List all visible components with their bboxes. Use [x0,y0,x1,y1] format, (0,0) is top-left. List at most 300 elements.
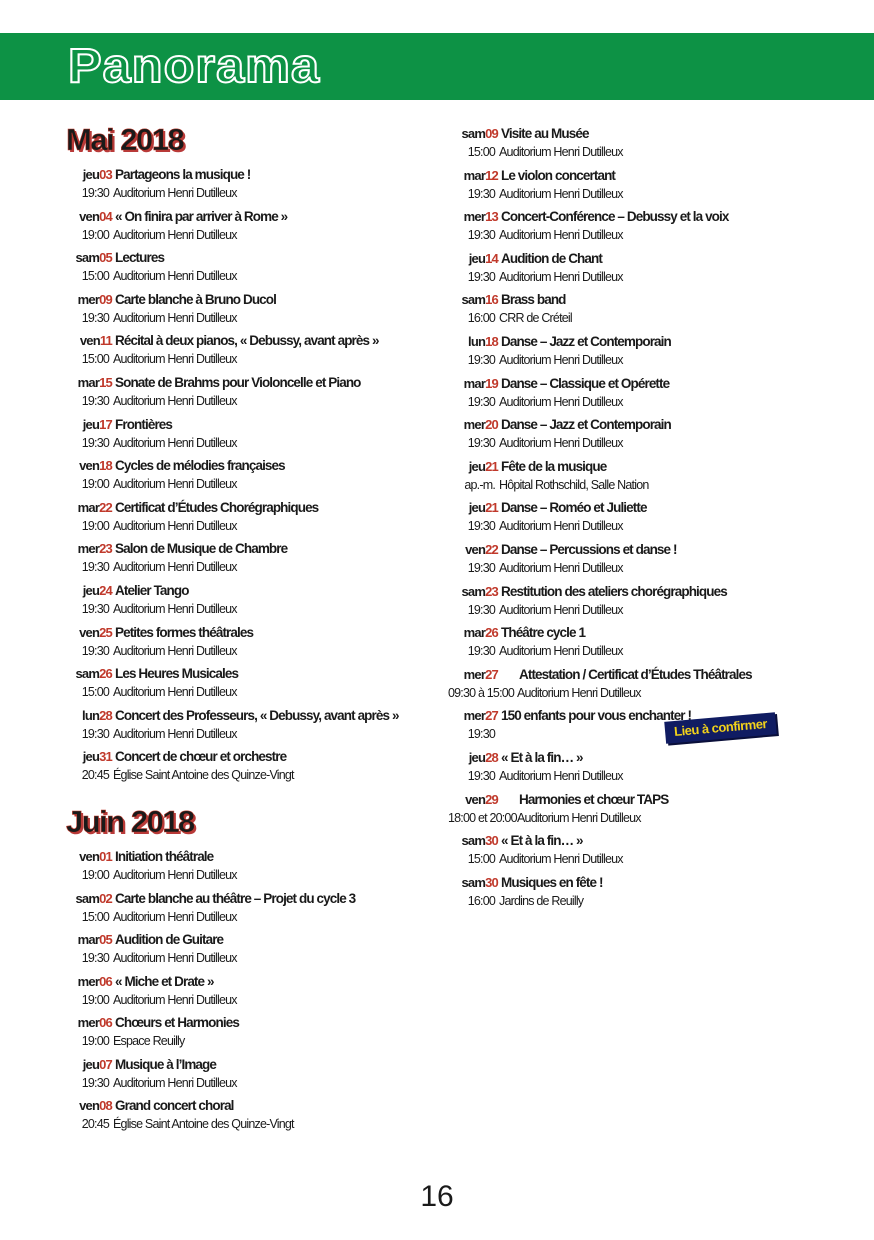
event-day-number: 21 [485,458,498,474]
event-item [448,248,868,290]
event-title: Atelier Tango [115,582,189,598]
event-day-number: 13 [485,209,498,225]
event-date-title-line [448,331,671,352]
event-time-venue-line [62,1031,184,1051]
event-date-title-line [62,929,223,950]
event-venue: Auditorium Henri Dutilleux [113,435,237,450]
event-day-number: 08 [99,1098,112,1114]
event-date [62,663,112,684]
event-date [448,165,498,186]
event-date-title-line [448,747,583,768]
event-item [448,123,868,165]
event-time: 19:30 [81,643,109,658]
event-weekday: lun [468,333,486,349]
event-time-venue-line [62,599,237,619]
event-time: 19:30 [81,951,109,966]
event-day-number: 01 [99,848,112,864]
event-date [62,1054,112,1075]
event-venue: Hôpital Rothschild, Salle Nation [499,477,649,492]
event-time: 19:30 [81,393,109,408]
event-item [62,929,442,971]
event-time-venue-line [448,225,623,245]
event-list-mai [62,164,442,788]
page-number: 16 [420,1180,454,1213]
event-title: Théâtre cycle 1 [501,625,586,641]
header-banner [0,33,874,100]
event-date-title-line [62,289,276,310]
event-time: 15:00 [81,352,109,367]
event-item [62,971,442,1013]
event-date [62,497,112,518]
event-weekday: mar [77,499,100,515]
event-time-venue-line [448,350,623,370]
event-item [62,888,442,930]
event-time-venue-line [62,641,237,661]
event-item [62,206,442,248]
event-time: 19:30 [467,228,495,243]
event-venue: Auditorium Henri Dutilleux [517,685,641,700]
event-time-venue-line [62,474,237,494]
event-item [62,846,442,888]
event-weekday: ven [465,541,486,557]
event-date [448,789,498,810]
event-venue: Auditorium Henri Dutilleux [113,601,237,616]
event-weekday: mer [463,209,486,225]
event-weekday: ven [79,333,100,349]
event-day-number: 21 [485,500,498,516]
event-title: Restitution des ateliers chorégraphiques [501,583,727,599]
event-title: Danse – Classique et Opérette [501,375,670,391]
event-weekday: ven [79,208,100,224]
event-weekday: mer [463,666,486,682]
event-title: Récital à deux pianos, « Debussy, avant après » [115,333,379,349]
event-title: « Et à la fin… » [501,833,583,849]
event-title: Concert-Conférence – Debussy et la voix [501,209,729,225]
event-date-title-line [62,846,213,867]
event-weekday: jeu [468,749,486,765]
event-venue: Auditorium Henri Dutilleux [113,560,237,575]
event-day-number: 26 [485,625,498,641]
event-date-title-line [62,971,214,992]
event-item [448,331,868,373]
event-title: Harmonies et chœur TAPS [519,791,669,807]
event-venue: Auditorium Henri Dutilleux [113,310,237,325]
event-venue: Auditorium Henri Dutilleux [113,393,237,408]
event-day-number: 30 [485,833,498,849]
event-day-number: 27 [485,666,498,682]
event-venue: Auditorium Henri Dutilleux [113,477,237,492]
event-day-number: 26 [99,666,112,682]
event-venue: Auditorium Henri Dutilleux [113,518,237,533]
event-date-title-line [448,664,752,685]
event-weekday: mer [77,973,100,989]
event-date [448,705,498,726]
event-day-number: 24 [99,582,112,598]
event-venue: Auditorium Henri Dutilleux [499,145,623,159]
event-weekday: jeu [82,167,100,182]
event-date [448,581,498,602]
event-time-venue-line [448,558,623,578]
event-title: Grand concert choral [115,1098,234,1114]
event-title: Frontières [115,416,173,432]
event-weekday: ven [79,848,100,864]
event-date [448,456,498,477]
event-item [448,705,868,747]
event-day-number: 28 [485,749,498,765]
event-item [448,206,868,248]
event-day-number: 11 [99,333,112,349]
event-date-title-line [448,497,647,518]
event-date-title-line [448,165,615,186]
event-time: 19:30 [81,435,109,450]
event-time: 15:00 [467,145,495,159]
event-date [62,538,112,559]
event-date-title-line [448,539,677,560]
event-item [62,247,442,289]
event-day-number: 22 [99,499,112,515]
event-day-number: 09 [485,126,498,141]
event-time-venue-line [62,1114,294,1134]
event-item [448,289,868,331]
event-date-title-line [62,1095,234,1116]
event-title: Lectures [115,250,165,266]
event-venue: Auditorium Henri Dutilleux [113,186,237,200]
event-date [448,622,498,643]
event-date-title-line [448,830,583,851]
event-time-venue-line [448,724,499,744]
event-weekday: mer [77,541,100,557]
event-weekday: jeu [468,458,486,474]
event-time-venue-line [448,849,623,869]
event-item [62,1012,442,1054]
event-day-number: 16 [485,292,498,308]
event-date-title-line [62,247,164,268]
event-item [62,455,442,497]
event-venue: Auditorium Henri Dutilleux [113,227,237,242]
event-time-venue-line [448,683,641,703]
event-date [62,164,112,185]
event-title: Sonate de Brahms pour Violoncelle et Piano [115,374,361,390]
event-title: « Miche et Drate » [115,973,214,989]
event-day-number: 29 [485,791,498,807]
event-weekday: sam [461,292,486,308]
event-venue: CRR de Créteil [499,311,572,326]
event-date [448,747,498,768]
event-date [62,971,112,992]
event-venue: Auditorium Henri Dutilleux [113,269,237,284]
event-weekday: mer [77,291,100,307]
event-day-number: 14 [485,250,498,266]
event-time: 09:30 à 15:00 [448,685,515,700]
event-title: Musiques en fête ! [501,874,603,890]
event-time-venue-line [62,183,237,203]
event-venue: Auditorium Henri Dutilleux [113,992,237,1007]
event-item [62,1095,442,1137]
event-title: Les Heures Musicales [115,666,239,682]
event-venue: Auditorium Henri Dutilleux [113,951,237,966]
event-title: Danse – Jazz et Contemporain [501,417,671,433]
event-date-title-line [448,373,669,394]
event-item [448,373,868,415]
lieu-a-confirmer-badge: Lieu à confirmer [664,712,777,744]
event-weekday: lun [82,707,100,723]
month-heading-mai: Mai 2018 [66,122,184,157]
event-item [448,872,868,914]
event-day-number: 04 [99,208,112,224]
event-item [448,747,868,789]
event-date-title-line [62,372,361,393]
event-day-number: 23 [99,541,112,557]
event-day-number: 25 [99,624,112,640]
event-title: Audition de Chant [501,250,602,266]
event-item [62,164,442,206]
event-date [62,888,112,909]
event-item [62,372,442,414]
event-time: 19:30 [467,519,495,534]
event-venue: Auditorium Henri Dutilleux [499,852,623,867]
event-title: Carte blanche à Bruno Ducol [115,291,276,307]
event-item [62,330,442,372]
event-weekday: mar [463,375,486,391]
event-time-venue-line [62,266,237,286]
event-weekday: jeu [82,416,100,432]
event-time: 15:00 [467,852,495,867]
event-date-title-line [62,206,287,227]
event-day-number: 22 [485,541,498,557]
event-weekday: jeu [468,500,486,516]
event-day-number: 06 [99,973,112,989]
event-time: 16:00 [467,893,495,908]
event-item [448,414,868,456]
event-date-title-line [448,289,566,310]
event-time: 19:00 [81,867,109,882]
event-time-venue-line [62,308,237,328]
event-date-title-line [62,164,250,185]
event-time-venue-line [62,349,237,369]
event-weekday: mar [463,167,486,183]
event-item [448,622,868,664]
event-time-venue-line [62,516,237,536]
event-day-number: 23 [485,583,498,599]
event-venue: Auditorium Henri Dutilleux [113,909,237,924]
event-weekday: mar [77,932,100,948]
event-weekday: mer [463,708,486,724]
event-title: Fête de la musique [501,458,607,474]
event-venue: Auditorium Henri Dutilleux [499,269,623,284]
event-day-number: 07 [99,1056,112,1072]
event-time-venue-line [62,765,294,785]
event-date [448,206,498,227]
event-title: 150 enfants pour vous enchanter ! [501,708,692,724]
event-date-title-line [448,789,668,810]
event-title: Attestation / Certificat d’Études Théâtrales [519,666,752,682]
event-venue: Auditorium Henri Dutilleux [499,560,623,575]
event-time-venue-line [62,682,237,702]
event-date-title-line [448,622,585,643]
left-column [62,120,442,1137]
event-time-venue-line [62,557,237,577]
event-date [62,372,112,393]
event-title: Salon de Musique de Chambre [115,541,288,557]
event-time: 19:30 [467,602,495,617]
event-venue: Auditorium Henri Dutilleux [499,519,623,534]
event-venue: Auditorium Henri Dutilleux [113,643,237,658]
event-title: Danse – Percussions et danse ! [501,541,677,557]
event-title: « On finira par arriver à Rome » [115,208,288,224]
event-time-venue-line [448,184,623,204]
event-date-title-line [62,414,172,435]
event-item [448,789,868,831]
event-date-title-line [62,1012,239,1033]
event-time: 19:00 [81,477,109,492]
event-venue: Auditorium Henri Dutilleux [499,644,623,659]
event-item [448,456,868,498]
event-item [448,581,868,623]
month-heading-juin: Juin 2018 [66,803,194,839]
event-date [62,1095,112,1116]
event-item [62,705,442,747]
right-column [448,123,868,913]
event-time: 19:30 [81,1075,109,1090]
event-day-number: 19 [485,375,498,391]
event-time: 19:30 [467,727,495,742]
event-date [448,248,498,269]
event-date [62,330,112,351]
event-title: Le violon concertant [501,167,616,183]
event-weekday: ven [79,458,100,474]
event-title: Danse – Jazz et Contemporain [501,333,671,349]
event-time-venue-line [62,990,237,1010]
event-time: 19:00 [81,1034,109,1049]
event-time: 19:30 [467,436,495,451]
event-time-venue-line [448,308,572,328]
event-time: 19:30 [81,601,109,616]
event-item [448,539,868,581]
event-title: Visite au Musée [501,126,589,141]
event-title: Initiation théâtrale [115,848,214,864]
event-date [448,830,498,851]
event-date [448,497,498,518]
event-time-venue-line [448,766,623,786]
event-day-number: 31 [99,749,112,765]
event-date-title-line [448,456,606,477]
event-item [62,1054,442,1096]
event-weekday: sam [461,874,486,890]
event-date [62,206,112,227]
event-date-title-line [448,872,603,893]
event-time-venue-line [62,433,237,453]
event-time: 19:30 [81,310,109,325]
event-title: Concert de chœur et orchestre [115,749,287,765]
event-time-venue-line [448,267,623,287]
event-date-title-line [62,705,399,726]
event-time-venue-line [62,948,237,968]
event-day-number: 12 [485,167,498,183]
event-date-title-line [448,206,729,227]
event-time: 19:30 [81,726,109,741]
event-weekday: ven [465,791,486,807]
event-date-title-line [62,622,253,643]
event-date [62,289,112,310]
event-venue: Auditorium Henri Dutilleux [499,768,623,783]
event-date [62,1012,112,1033]
event-date [448,664,498,685]
event-time: 19:00 [81,992,109,1007]
event-time: 19:30 [81,186,109,200]
event-weekday: jeu [468,250,486,266]
event-venue: Auditorium Henri Dutilleux [499,228,623,243]
event-date-title-line [62,330,379,351]
event-item [448,497,868,539]
event-day-number: 28 [99,707,112,723]
event-venue: Espace Reuilly [113,1034,185,1049]
event-title: « Et à la fin… » [501,749,583,765]
event-time-venue-line [62,225,237,245]
event-time: 19:30 [467,394,495,409]
event-date [448,331,498,352]
event-time-venue-line [62,391,237,411]
event-weekday: sam [461,126,486,141]
event-date [448,872,498,893]
event-date [62,247,112,268]
event-weekday: sam [461,833,486,849]
event-title: Certificat d’Études Chorégraphiques [115,499,319,515]
event-title: Concert des Professeurs, « Debussy, avant après » [115,707,399,723]
event-time-venue-line [448,891,583,911]
event-weekday: mer [77,1015,100,1031]
event-time-venue-line [448,600,623,620]
event-weekday: mar [463,625,486,641]
event-date-title-line [62,580,189,601]
event-time: 15:00 [81,269,109,284]
event-time: 16:00 [467,311,495,326]
event-time-venue-line [62,724,237,744]
event-time: 19:30 [81,560,109,575]
event-date-title-line [448,705,691,726]
event-day-number: 17 [99,416,112,432]
event-item [62,497,442,539]
event-venue: Auditorium Henri Dutilleux [113,352,237,367]
event-time-venue-line [448,808,641,828]
event-date-title-line [448,248,602,269]
event-time-venue-line [448,475,649,495]
event-weekday: sam [75,890,100,906]
event-date [448,289,498,310]
event-date-title-line [62,746,286,767]
event-date [62,746,112,767]
event-venue: Église Saint Antoine des Quinze-Vingt [113,1117,294,1132]
event-title: Musique à l’Image [115,1056,216,1072]
event-title: Petites formes théâtrales [115,624,254,640]
event-day-number: 30 [485,874,498,890]
event-date-title-line [62,497,318,518]
event-time-venue-line [62,1073,237,1093]
event-time-venue-line [62,907,237,927]
event-venue: Auditorium Henri Dutilleux [113,726,237,741]
event-day-number: 03 [99,167,112,182]
event-date [62,414,112,435]
event-time: 20:45 [81,768,109,783]
event-weekday: jeu [82,749,100,765]
event-date-title-line [62,663,238,684]
event-time: 15:00 [81,909,109,924]
event-item [62,538,442,580]
event-venue: Auditorium Henri Dutilleux [499,352,623,367]
event-day-number: 09 [99,291,112,307]
event-item [62,622,442,664]
event-venue: Auditorium Henri Dutilleux [113,685,237,700]
event-day-number: 20 [485,417,498,433]
